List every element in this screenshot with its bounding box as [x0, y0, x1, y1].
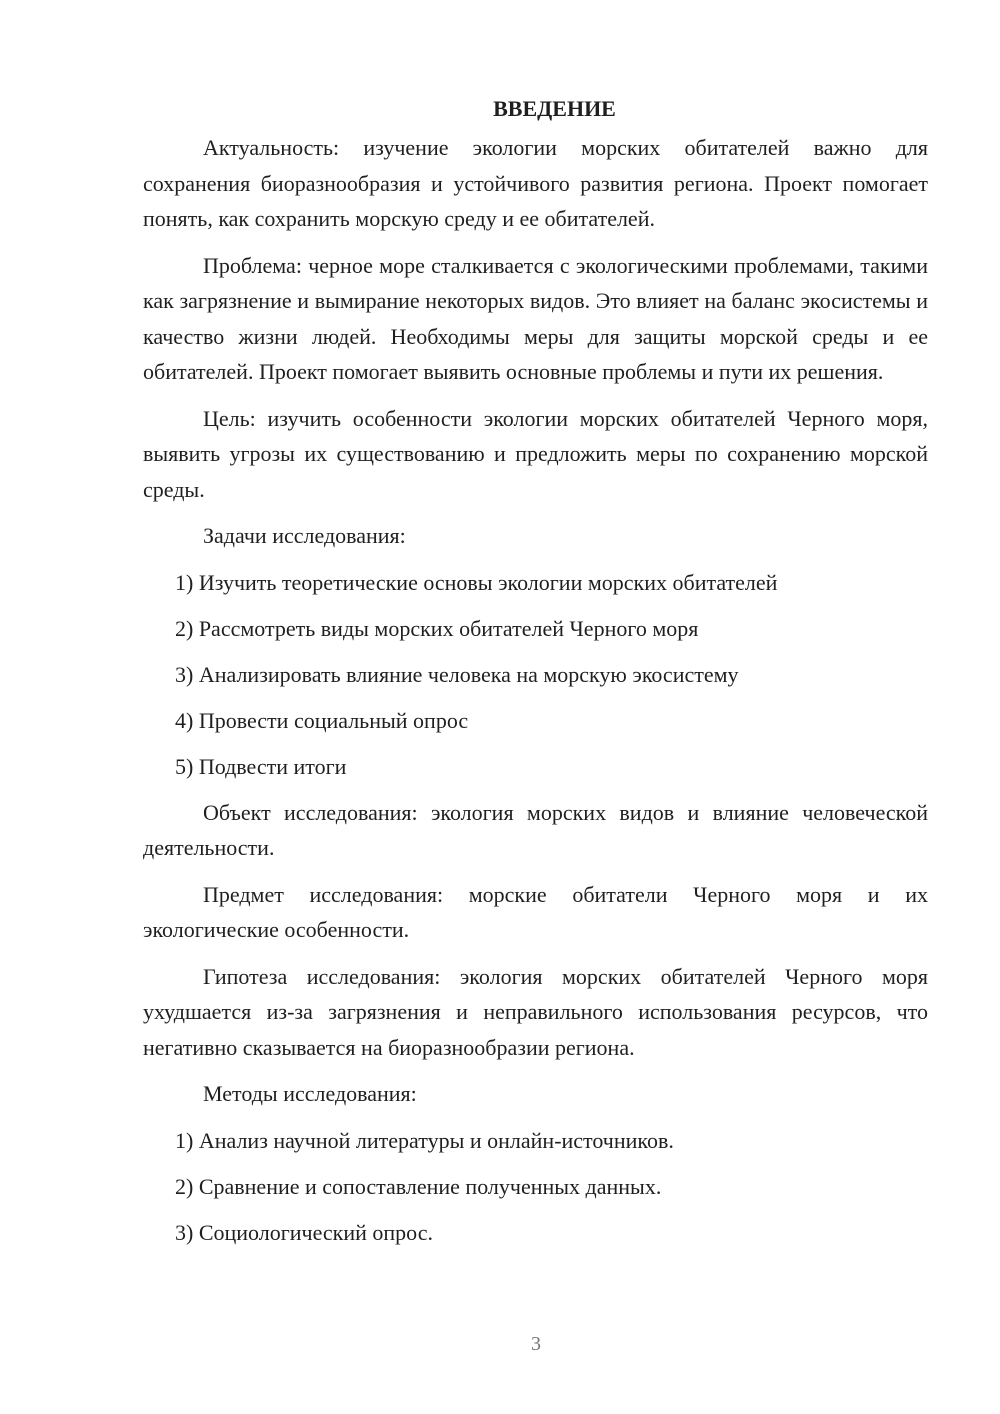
tasks-heading: Задачи исследования: — [203, 523, 406, 548]
relevance-paragraph: Актуальность: изучение экологии морских обитателей важно для сохранения биоразнообразия и устойчивого развития региона. Проект помогает понять, как сохранить морскую среду и ее обитателей. — [143, 135, 928, 231]
list-item: 1) Анализ научной литературы и онлайн-источников. — [175, 1127, 674, 1153]
subject-paragraph: Предмет исследования: морские обитатели Черного моря и их экологические особенности. — [143, 881, 928, 942]
methods-heading: Методы исследования: — [203, 1081, 417, 1106]
list-item: 2) Сравнение и сопоставление полученных данных. — [175, 1173, 662, 1199]
object-paragraph: Объект исследования: экология морских видов и влияние человеческой деятельности. — [143, 799, 928, 860]
tasks-list — [143, 565, 928, 785]
list-item: 5) Подвести итоги — [175, 753, 347, 779]
list-item: 3) Социологический опрос. — [175, 1219, 433, 1245]
page-number: 3 — [531, 1333, 541, 1355]
list-item: 4) Провести социальный опрос — [175, 707, 469, 733]
problem-paragraph: Проблема: черное море сталкивается с экологическими проблемами, такими как загрязнение и вымирание некоторых видов. Это влияет на баланс экосистемы и качество жизни людей. Необходимы меры для защиты морской среды и ее обитателей. Проект помогает выявить основные проблемы и пути их решения. — [143, 252, 928, 384]
list-item: 1) Изучить теоретические основы экологии морских обитателей — [175, 569, 778, 595]
list-item: 2) Рассмотреть виды морских обитателей Черного моря — [175, 615, 699, 641]
methods-list — [143, 1123, 928, 1251]
list-item: 3) Анализировать влияние человека на морскую экосистему — [175, 661, 739, 687]
page-title: ВВЕДЕНИЕ — [493, 96, 616, 121]
goal-paragraph: Цель: изучить особенности экологии морских обитателей Черного моря, выявить угрозы их существованию и предложить меры по сохранению морской среды. — [143, 405, 928, 502]
hypothesis-paragraph: Гипотеза исследования: экология морских обитателей Черного моря ухудшается из-за загрязнения и неправильного использования ресурсов, что негативно сказывается на биоразнообразии региона. — [143, 963, 928, 1060]
